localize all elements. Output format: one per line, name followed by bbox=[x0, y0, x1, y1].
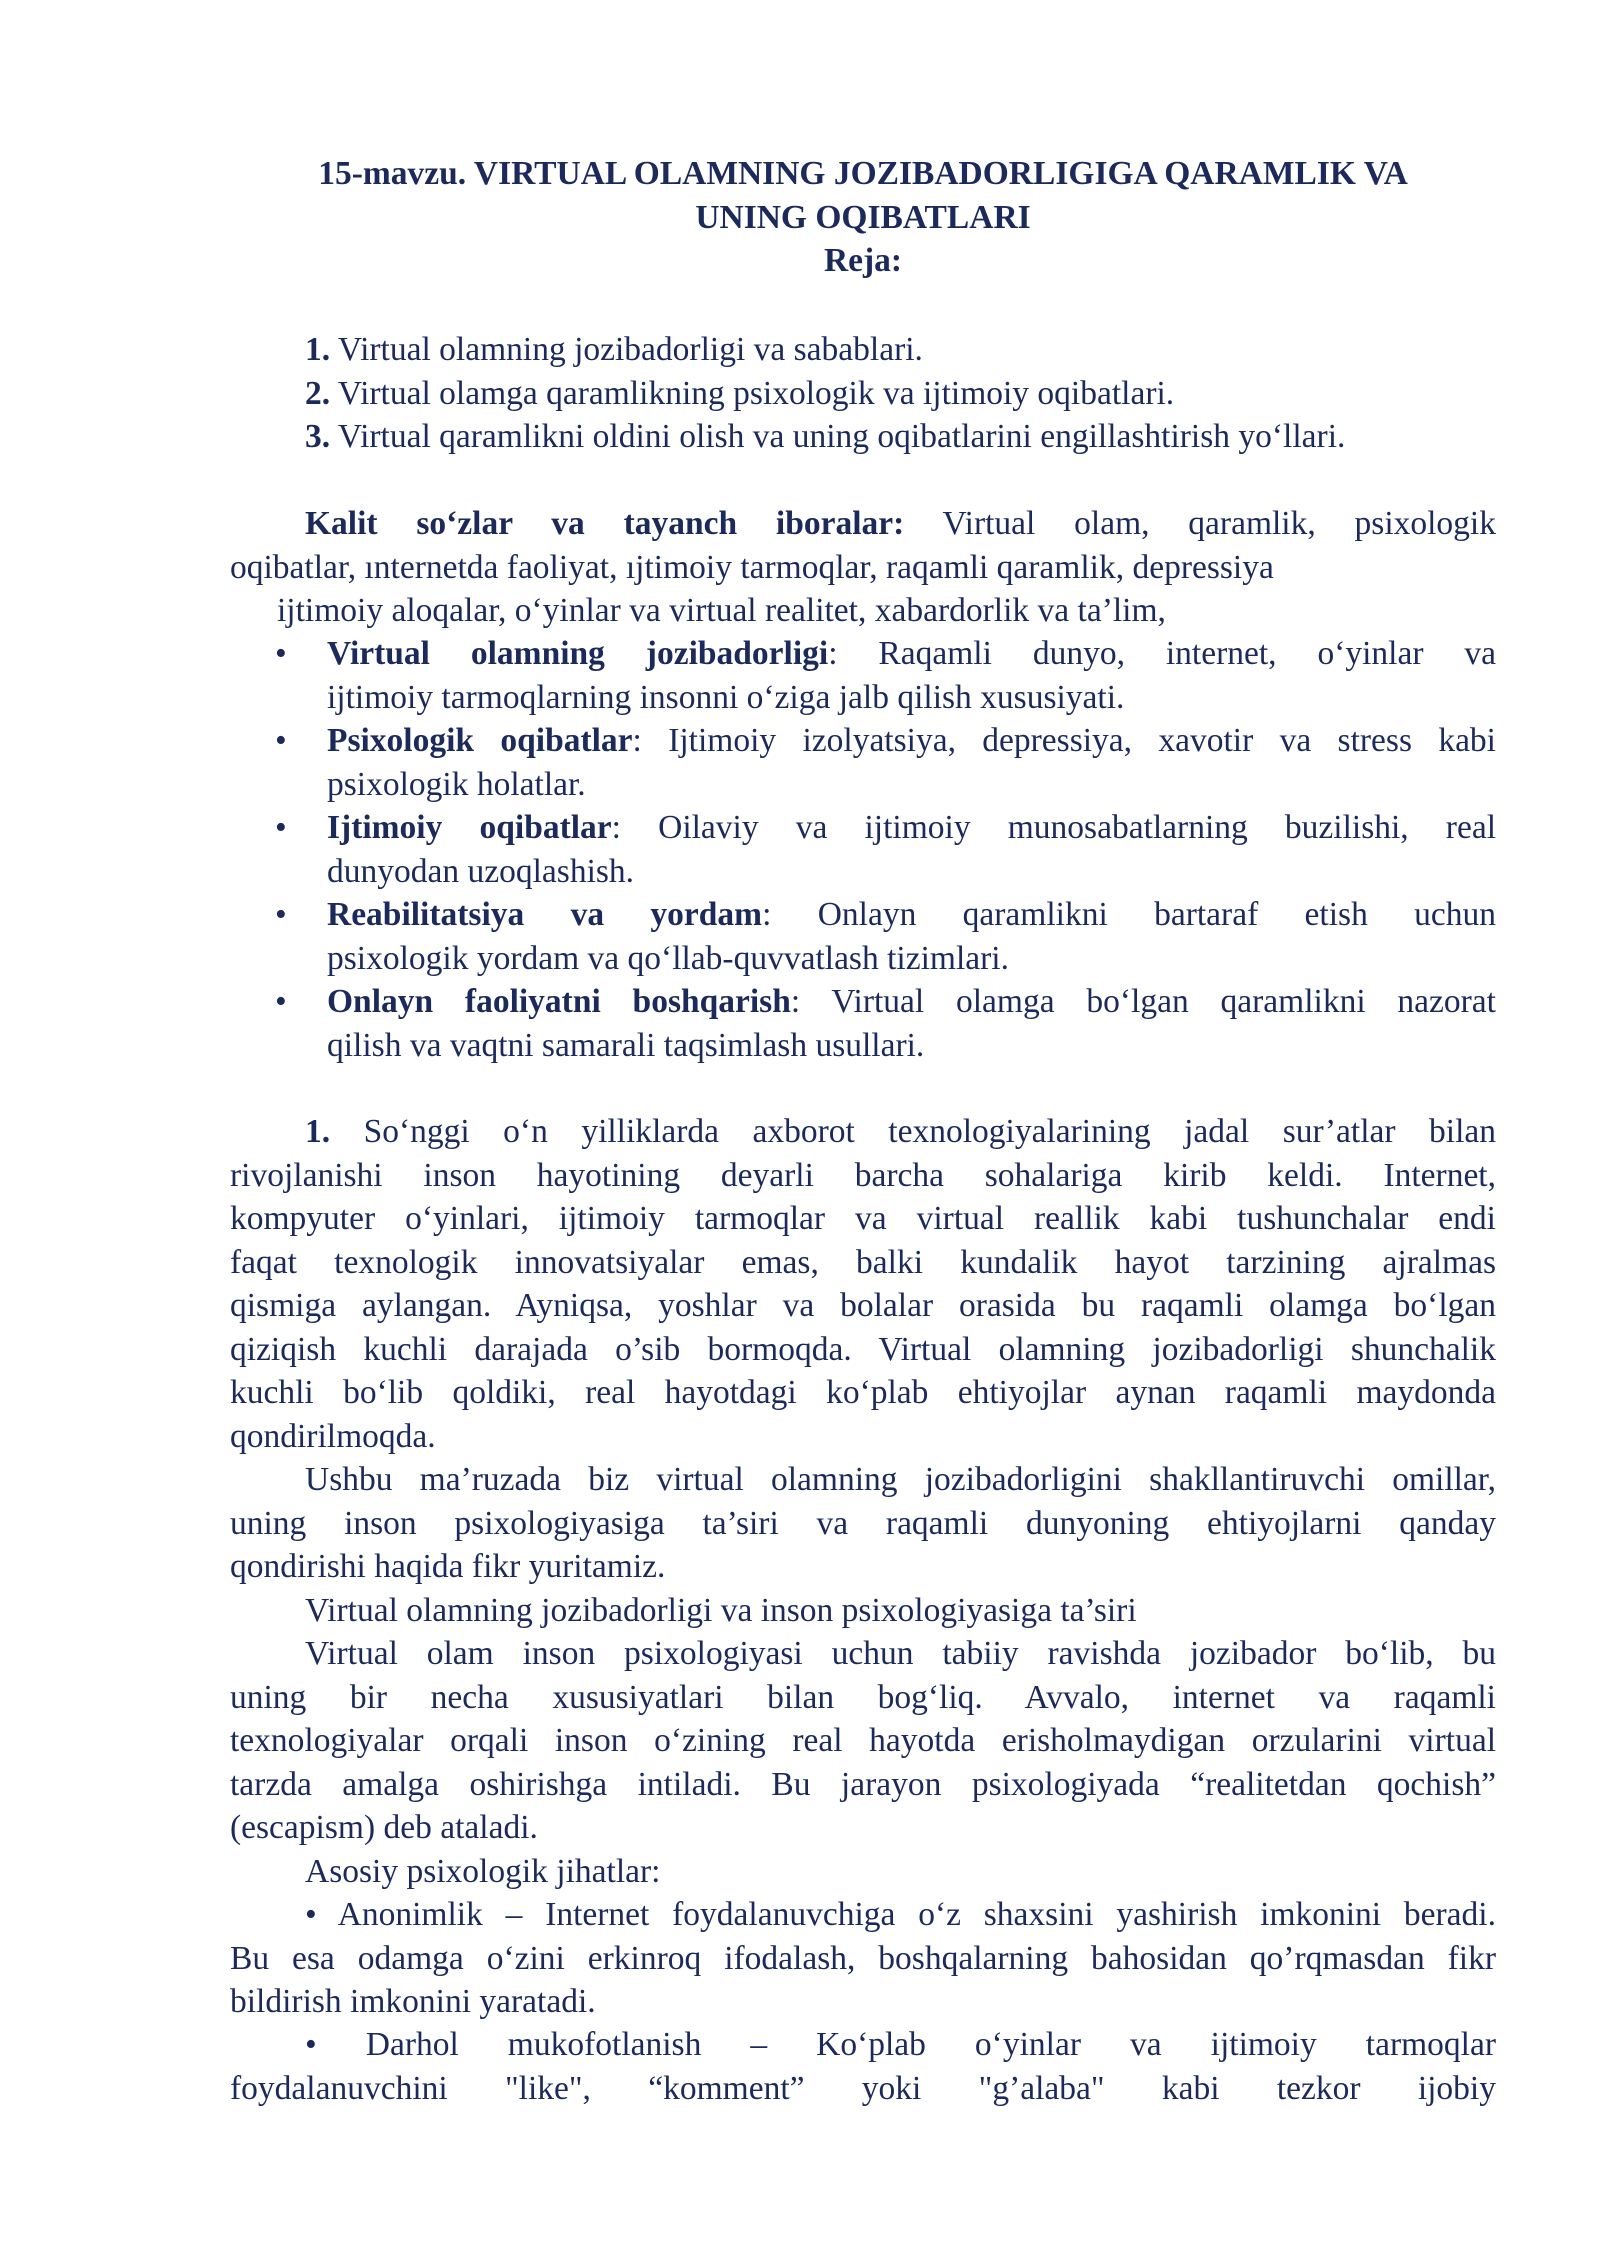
title-text: VIRTUAL OLAMNING JOZIBADORLIGIGA QARAMLIK VA bbox=[473, 155, 1408, 192]
keywords-label: Kalit so‘zlar va tayanch iboralar: bbox=[305, 505, 905, 542]
keyword-bullet: Ijtimoiy oqibatlar: Oilaviy va ijtimoiy munosabatlarning buzilishi, real dunyodan uzoqlashish. bbox=[327, 809, 1497, 890]
plan-list bbox=[305, 328, 1496, 459]
title-line-2: UNING OQIBATLARI bbox=[695, 198, 1031, 236]
paragraph-3: Virtual olam inson psixologiyasi uchun tabiiy ravishda jozibador bo‘lib, bu uning bir necha xususiyatlari bilan bog‘liq. Avvalo, internet va raqamli texnologiyalar orqali inson o‘zining real hayotda erisholmaydigan orzularini virtual tarzda amalga oshirishga intiladi. Bu jarayon psixologiyada “realitetdan qochish” (escapism) deb ataladi. bbox=[230, 1635, 1496, 1846]
bullet-icon: • bbox=[275, 722, 287, 759]
subheading: Virtual olamning jozibadorligi va inson psixologiyasiga ta’siri bbox=[305, 1592, 1137, 1629]
keywords-line-3: ijtimoiy aloqalar, o‘yinlar va virtual realitet, xabardorlik va ta’lim, bbox=[277, 592, 1166, 629]
bullet-icon: • bbox=[275, 809, 287, 846]
bullet-icon: • bbox=[275, 635, 287, 672]
document-title bbox=[230, 152, 1496, 283]
plan-item: 2. Virtual olamga qaramlikning psixologik va ijtimoiy oqibatlari. bbox=[305, 374, 1175, 412]
title-line-1 bbox=[230, 152, 1496, 196]
section-1-paragraph: 1. So‘nggi o‘n yilliklarda axborot texnologiyalarining jadal sur’atlar bilan rivojlanishi inson hayotining deyarli barcha sohalariga kirib keldi. Internet, kompyuter o‘yinlari, ijtimoiy tarmoqlar va virtual reallik kabi tushunchalar endi faqat texnologik innovatsiyalar emas, balki kundalik hayot tarzining ajralmas qismiga aylangan. Ayniqsa, yoshlar va bolalar orasida bu raqamli olamga bo‘lgan qiziqish kuchli darajada o’sib bormoqda. Virtual olamning jozibadorligi shunchalik kuchli bo‘lib qoldiki, real hayotdagi ko‘plab ehtiyojlar aynan raqamli maydonda qondirilmoqda. bbox=[230, 1113, 1497, 1455]
section-number: 1. bbox=[305, 1113, 331, 1150]
keyword-bullet: Reabilitatsiya va yordam: Onlayn qaramlikni bartaraf etish uchun psixologik yordam va qo‘llab-quvvatlash tizimlari. bbox=[327, 896, 1497, 977]
keywords-line-2: oqibatlar, ınternetda faoliyat, ıjtimoiy tarmoqlar, raqamli qaramlik, depressiya bbox=[230, 548, 1274, 586]
keyword-bullet: Onlayn faoliyatni boshqarish: Virtual olamga bo‘lgan qaramlikni nazorat qilish va vaqtni samarali taqsimlash usullari. bbox=[327, 983, 1496, 1064]
aspect-item: • Darhol mukofotlanish – Ko‘plab o‘yinlar va ijtimoiy tarmoqlar foydalanuvchini "like", “komment” yoki "g’alaba" kabi tezkor ijobiy bbox=[230, 2026, 1496, 2107]
topic-number: 15-mavzu. bbox=[318, 155, 467, 192]
plan-item: 1. Virtual olamning jozibadorligi va sabablari. bbox=[305, 331, 923, 368]
bullet-icon: • bbox=[275, 896, 287, 933]
plan-item: 3. Virtual qaramlikni oldini olish va uning oqibatlarini engillashtirish yo‘llari. bbox=[305, 418, 1346, 455]
aspects-heading: Asosiy psixologik jihatlar: bbox=[305, 1853, 661, 1890]
keywords-section bbox=[230, 502, 1496, 633]
keywords-line-1: Kalit so‘zlar va tayanch iboralar: Virtual olam, qaramlik, psixologik bbox=[305, 505, 1496, 542]
plan-heading: Reja: bbox=[823, 242, 903, 279]
keyword-bullet: Psixologik oqibatlar: Ijtimoiy izolyatsiya, depressiya, xavotir va stress kabi psixologik holatlar. bbox=[327, 722, 1496, 803]
bullet-icon: • bbox=[275, 983, 287, 1020]
aspect-item: • Anonimlik – Internet foydalanuvchiga o‘z shaxsini yashirish imkonini beradi. Bu esa odamga o‘zini erkinroq ifodalash, boshqalarning bahosidan qo’rqmasdan fikr bildirish imkonini yaratadi. bbox=[230, 1896, 1496, 2020]
keyword-bullet: Virtual olamning jozibadorligi: Raqamli dunyo, internet, o‘yinlar va ijtimoiy tarmoqlarning insonni o‘ziga jalb qilish xususiyati. bbox=[327, 635, 1497, 716]
paragraph-2: Ushbu ma’ruzada biz virtual olamning jozibadorligini shakllantiruvchi omillar, uning inson psixologiyasiga ta’siri va raqamli dunyoning ehtiyojlarni qanday qondirishi haqida fikr yuritamiz. bbox=[230, 1461, 1496, 1585]
